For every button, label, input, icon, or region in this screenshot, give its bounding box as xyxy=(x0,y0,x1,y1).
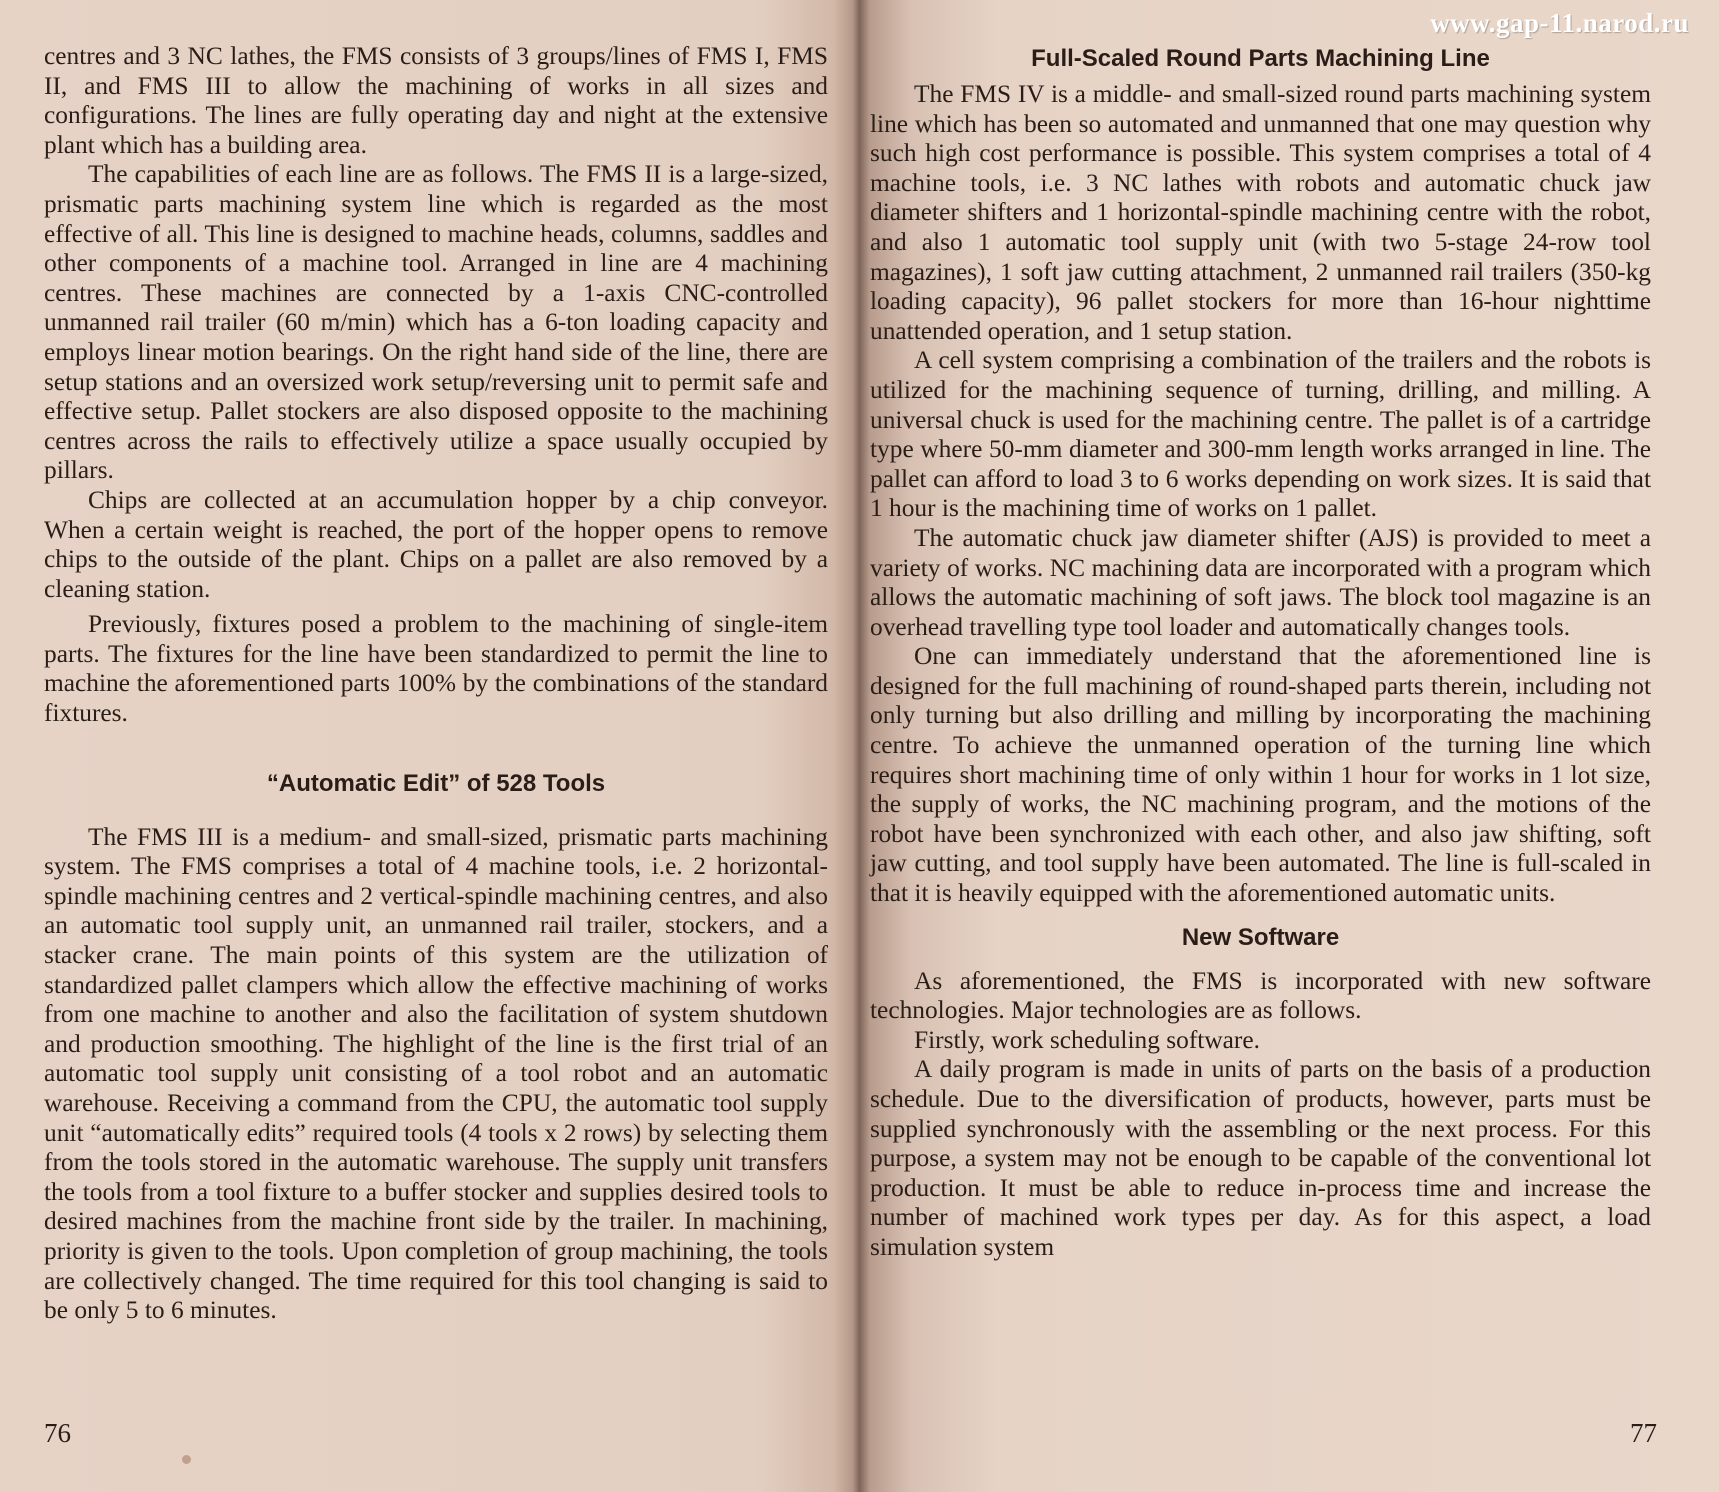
left-page xyxy=(0,0,850,1492)
paragraph: The automatic chuck jaw diameter shifter (AJS) is provided to meet a variety of works. NC machining data are incorporated with a program which allows the automatic machining of soft jaws. The block tool magazine is an overhead travelling type tool loader and automatically changes tools. xyxy=(870,523,1651,641)
paragraph: One can immediately understand that the aforementioned line is designed for the full machining of round-shaped parts therein, including not only turning but also drilling and milling by incorporating the machining centre. To achieve the unmanned operation of the turning line which requires short machining time of only within 1 hour for works in 1 lot size, the supply of works, the NC machining program, and the motions of the robot have been synchronized with each other, and also jaw shifting, soft jaw cutting, and tool supply have been automated. The line is full-scaled in that it is heavily equipped with the aforementioned automatic units. xyxy=(870,642,1651,908)
right-page xyxy=(864,0,1719,1492)
paragraph: centres and 3 NC lathes, the FMS consists of 3 groups/lines of FMS I, FMS II, and FMS III to allow the machining of works in all sizes and configurations. The lines are fully operating day and night at the extensive plant which has a building area. xyxy=(44,42,828,159)
paragraph: The capabilities of each line are as follows. The FMS II is a large-sized, prismatic parts machining system line which is regarded as the most effective of all. This line is designed to machine heads, columns, saddles and other components of a machine tool. Arranged in line are 4 machining centres. These machines are connected by a 1-axis CNC-controlled unmanned rail trailer (60 m/min) which has a 6-ton loading capacity and employs linear motion bearings. On the right hand side of the line, there are setup stations and an oversized work setup/reversing unit to permit safe and effective setup. Pallet stockers are also disposed opposite to the machining centres across the rails to effectively utilize a space usually occupied by pillars. xyxy=(44,160,828,485)
paper-stain xyxy=(182,1455,191,1464)
page-number: 76 xyxy=(44,1418,71,1448)
section-heading: New Software xyxy=(1181,923,1340,951)
paragraph: The FMS IV is a middle- and small-sized round parts machining system line which has been so automated and unmanned that one may question why such high cost performance is possible. This system comprises a total of 4 machine tools, i.e. 3 NC lathes with robots and automatic chuck jaw diameter shifters and 1 horizontal-spindle machining centre with the robot, and also 1 automatic tool supply unit (with two 5-stage 24-row tool magazines), 1 soft jaw cutting attachment, 2 unmanned rail trailers (350-kg loading capacity), 96 pallet stockers for more than 16-hour nighttime unattended operation, and 1 setup station. xyxy=(870,80,1651,345)
section-heading: Full-Scaled Round Parts Machining Line xyxy=(1031,45,1490,72)
section-heading: “Automatic Edit” of 528 Tools xyxy=(266,769,606,797)
paragraph: A daily program is made in units of parts on the basis of a production schedule. Due to the diversification of products, however, parts must be supplied synchronously with the assembling or the next process. For this purpose, a system may not be enough to be capable of the conventional lot production. It must be able to reduce in-process time and increase the number of machined work types per day. As for this aspect, a load simulation system xyxy=(870,1055,1651,1261)
paragraph: As aforementioned, the FMS is incorporated with new software technologies. Major technologies are as follows. xyxy=(870,966,1651,1025)
watermark: www.gap-11.narod.ru xyxy=(1430,8,1689,38)
paragraph: Previously, fixtures posed a problem to the machining of single-item parts. The fixtures for the line have been standardized to permit the line to machine the aforementioned parts 100% by the combinations of the standard fixtures. xyxy=(44,610,828,728)
paragraph: A cell system comprising a combination of the trailers and the robots is utilized for the machining sequence of turning, drilling, and milling. A universal chuck is used for the machining centre. The pallet is of a cartridge type where 50-mm diameter and 300-mm length works arranged in line. The pallet can afford to load 3 to 6 works depending on work sizes. It is said that 1 hour is the machining time of works on 1 pallet. xyxy=(870,346,1651,523)
paragraph: The FMS III is a medium- and small-sized, prismatic parts machining system. The FMS comprises a total of 4 machine tools, i.e. 2 horizontal-spindle machining centres and 2 vertical-spindle machining centres, and also an automatic tool supply unit, an unmanned rail trailer, stockers, and a stacker crane. The main points of this system are the utilization of standardized pallet clampers which allow the effective machining of works from one machine to another and also the facilitation of system shutdown and production smoothing. The highlight of the line is the first trial of an automatic tool supply unit consisting of a tool robot and an automatic warehouse. Receiving a command from the CPU, the automatic tool supply unit “automatically edits” required tools (4 tools x 2 rows) by selecting them from the tools stored in the automatic warehouse. The supply unit transfers the tools from a tool fixture to a buffer stocker and supplies desired tools to desired machines from the machine front side by the trailer. In machining, priority is given to the tools. Upon completion of group machining, the tools are collectively changed. The time required for this tool changing is said to be only 5 to 6 minutes. xyxy=(44,822,828,1325)
page-number: 77 xyxy=(1630,1418,1657,1448)
paragraph: Chips are collected at an accumulation hopper by a chip conveyor. When a certain weight is reached, the port of the hopper opens to remove chips to the outside of the plant. Chips on a pallet are also removed by a cleaning station. xyxy=(44,485,828,603)
paragraph: Firstly, work scheduling software. xyxy=(914,1025,1261,1054)
